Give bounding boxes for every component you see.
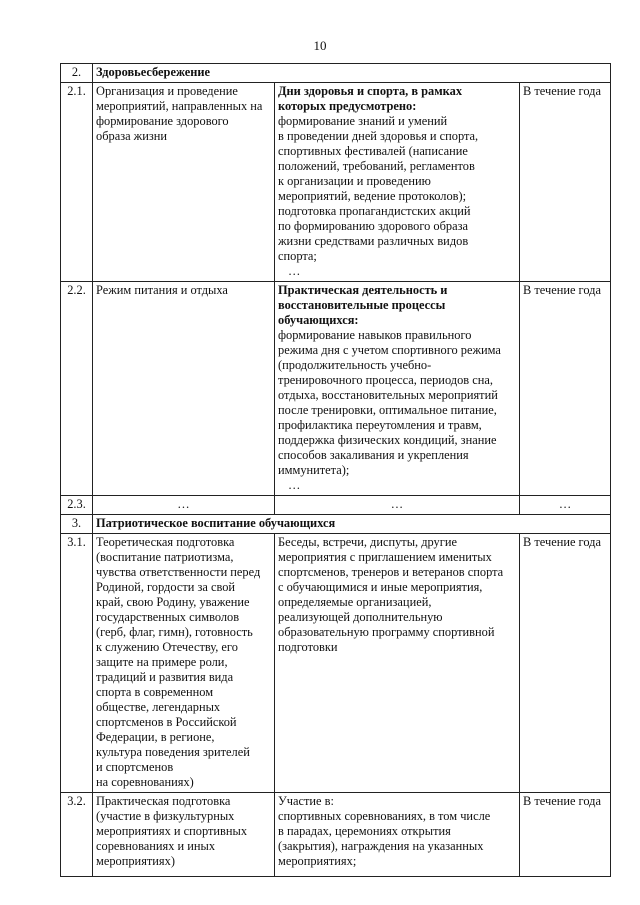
- content-line: формирование знаний и умений: [278, 114, 448, 128]
- table-row: [61, 83, 611, 282]
- content-line: по формированию здорового образа: [278, 219, 468, 233]
- content-line: в парадах, церемониях открытия: [278, 824, 451, 838]
- content-line: (продолжительность учебно-: [278, 358, 432, 372]
- topic-cell: [93, 793, 275, 877]
- topic-cell: …: [93, 496, 275, 515]
- table-row: [61, 534, 611, 793]
- section-title: Здоровьесбережение: [93, 64, 611, 83]
- content-line: положений, требований, регламентов: [278, 159, 475, 173]
- topic-line: Практическая подготовка: [96, 794, 231, 808]
- content-line: подготовка пропагандистских акций: [278, 204, 471, 218]
- topic-line: Теоретическая подготовка: [96, 535, 235, 549]
- content-line: режима дня с учетом спортивного режима: [278, 343, 501, 357]
- topic-line: обществе, легендарных: [96, 700, 221, 714]
- content-line: подготовки: [278, 640, 338, 654]
- content-line: образовательную программу спортивной: [278, 625, 495, 639]
- content-line: спортсменов, тренеров и ветеранов спорта: [278, 565, 504, 579]
- content-cell: …: [275, 496, 520, 515]
- topic-line: государственных символов: [96, 610, 240, 624]
- content-line: Беседы, встречи, диспуты, другие: [278, 535, 457, 549]
- content-line: после тренировки, оптимальное питание,: [278, 403, 497, 417]
- table-body: [61, 64, 611, 877]
- content-heading-line: Дни здоровья и спорта, в рамках: [278, 84, 463, 98]
- topic-line: защите на примере роли,: [96, 655, 228, 669]
- content-line: определяемые организацией,: [278, 595, 432, 609]
- term-cell: …: [520, 496, 611, 515]
- topic-line: край, свою Родину, уважение: [96, 595, 250, 609]
- page-number: 10: [313, 38, 327, 53]
- topic-line: Режим питания и отдыха: [96, 283, 228, 297]
- term-cell: В течение года: [520, 793, 611, 877]
- topic-cell: [93, 83, 275, 282]
- topic-line: образа жизни: [96, 129, 168, 143]
- content-line: поддержка физических кондиций, знание: [278, 433, 497, 447]
- content-cell: [275, 83, 520, 282]
- content-line: Участие в:: [278, 794, 334, 808]
- section-number: 2.: [61, 64, 93, 83]
- row-number: 2.1.: [61, 83, 93, 282]
- topic-line: формирование здорового: [96, 114, 229, 128]
- content-line: …: [288, 478, 301, 492]
- section-row: [61, 515, 611, 534]
- content-line: иммунитета);: [278, 463, 350, 477]
- content-line: мероприятиях;: [278, 854, 357, 868]
- activities-table: [60, 63, 611, 877]
- topic-line: Федерации, в регионе,: [96, 730, 215, 744]
- topic-cell: [93, 282, 275, 496]
- topic-cell: [93, 534, 275, 793]
- topic-line: к служению Отечеству, его: [96, 640, 238, 654]
- topic-line: мероприятиях и спортивных: [96, 824, 248, 838]
- topic-line: (участие в физкультурных: [96, 809, 235, 823]
- topic-line: на соревнованиях): [96, 775, 194, 789]
- content-line: спортивных соревнованиях, в том числе: [278, 809, 491, 823]
- content-line: жизни средствами различных видов: [278, 234, 469, 248]
- content-line: спорта;: [278, 249, 317, 263]
- topic-line: спорта в современном: [96, 685, 214, 699]
- content-line: формирование навыков правильного: [278, 328, 472, 342]
- topic-line: Родиной, гордости за свой: [96, 580, 236, 594]
- term-cell: В течение года: [520, 282, 611, 496]
- topic-line: Организация и проведение: [96, 84, 238, 98]
- content-heading-line: Практическая деятельность и: [278, 283, 448, 297]
- topic-line: мероприятий, направленных на: [96, 99, 263, 113]
- row-number: 3.1.: [61, 534, 93, 793]
- content-line: отдыха, восстановительных мероприятий: [278, 388, 498, 402]
- content-line: тренировочного процесса, периодов сна,: [278, 373, 493, 387]
- content-cell: [275, 534, 520, 793]
- topic-line: мероприятиях): [96, 854, 175, 868]
- content-cell: [275, 793, 520, 877]
- section-title: Патриотическое воспитание обучающихся: [93, 515, 611, 534]
- topic-line: и спортсменов: [96, 760, 174, 774]
- content-line: профилактика переутомления и травм,: [278, 418, 482, 432]
- row-number: 2.3.: [61, 496, 93, 515]
- topic-line: (воспитание патриотизма,: [96, 550, 234, 564]
- row-number: 2.2.: [61, 282, 93, 496]
- row-number: 3.2.: [61, 793, 93, 877]
- content-line: спортивных фестивалей (написание: [278, 144, 468, 158]
- content-line: в проведении дней здоровья и спорта,: [278, 129, 479, 143]
- term-cell: В течение года: [520, 534, 611, 793]
- topic-line: чувства ответственности перед: [96, 565, 261, 579]
- content-cell: [275, 282, 520, 496]
- content-heading-line: восстановительные процессы: [278, 298, 446, 312]
- content-line: с обучающимися и иные мероприятия,: [278, 580, 483, 594]
- content-heading-line: обучающихся:: [278, 313, 359, 327]
- topic-line: культура поведения зрителей: [96, 745, 250, 759]
- content-line: мероприятий, ведение протоколов);: [278, 189, 467, 203]
- content-heading-line: которых предусмотрено:: [278, 99, 417, 113]
- topic-line: (герб, флаг, гимн), готовность: [96, 625, 253, 639]
- topic-line: спортсменов в Российской: [96, 715, 237, 729]
- content-line: …: [288, 264, 301, 278]
- topic-line: традиций и развития вида: [96, 670, 234, 684]
- content-line: мероприятия с приглашением именитых: [278, 550, 492, 564]
- content-line: реализующей дополнительную: [278, 610, 443, 624]
- topic-line: соревнованиях и иных: [96, 839, 216, 853]
- table-row: [61, 793, 611, 877]
- term-cell: В течение года: [520, 83, 611, 282]
- table-row: [61, 282, 611, 496]
- content-line: (закрытия), награждения на указанных: [278, 839, 484, 853]
- content-line: способов закаливания и укрепления: [278, 448, 469, 462]
- section-number: 3.: [61, 515, 93, 534]
- table-row: [61, 496, 611, 515]
- content-line: к организации и проведению: [278, 174, 431, 188]
- section-row: [61, 64, 611, 83]
